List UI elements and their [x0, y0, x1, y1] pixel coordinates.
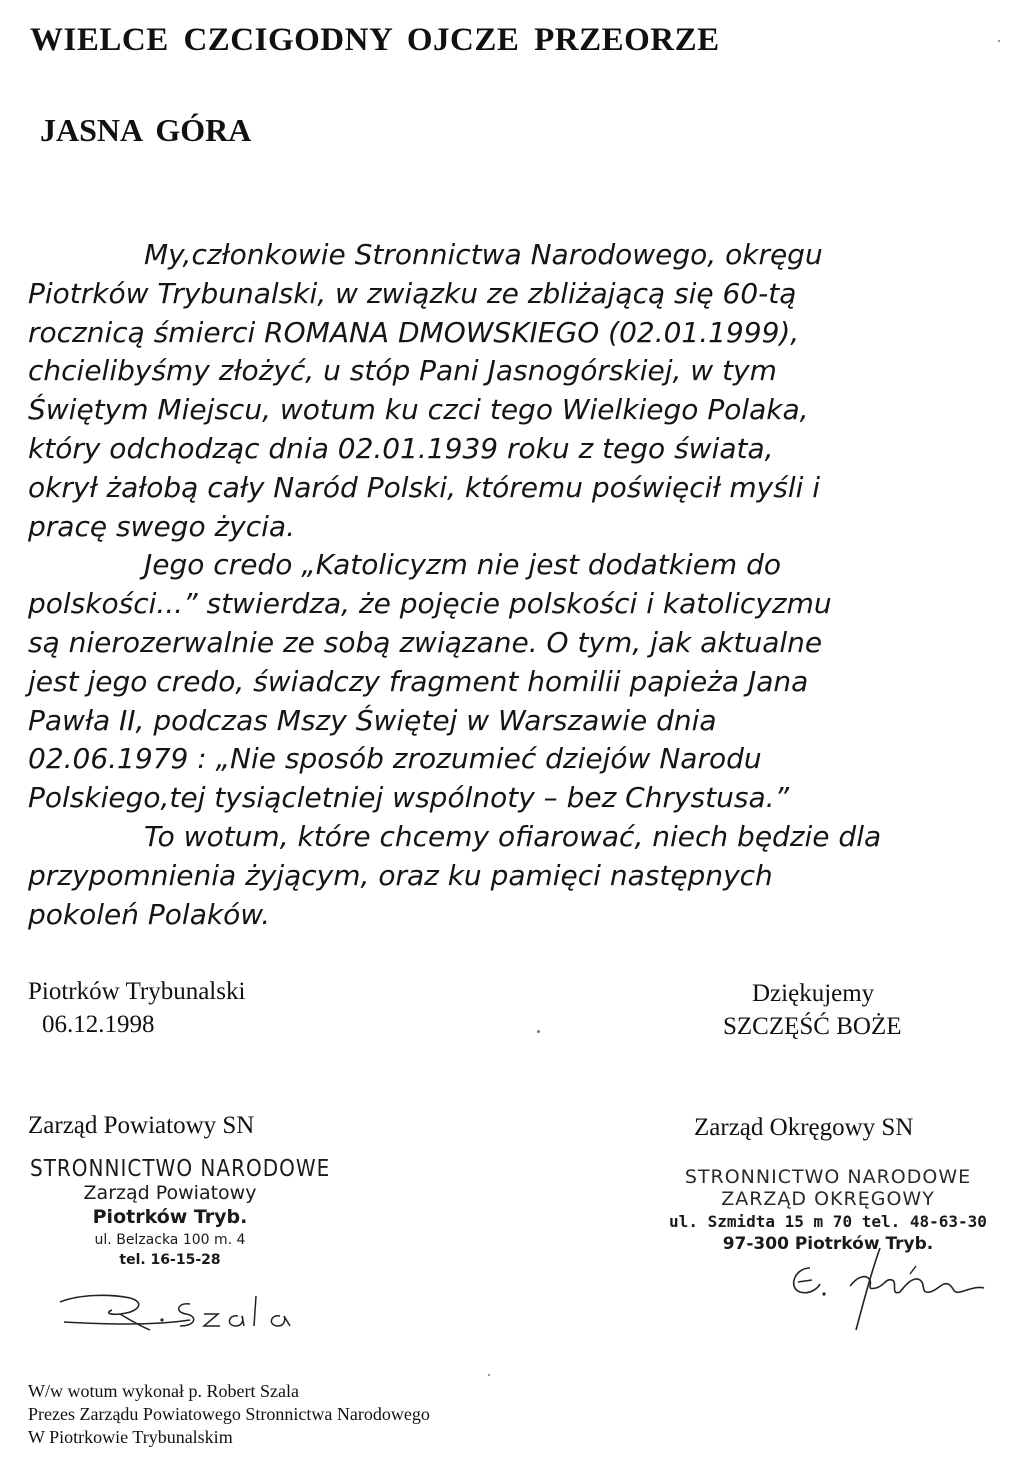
- scan-speck: [998, 40, 1000, 42]
- letter-line: Polskiego,tej tysiącletniej wspólnoty – bez Chrystusa.”: [28, 781, 790, 815]
- letter-line: Jego credo „Katolicyzm nie jest dodatkiem do: [144, 548, 781, 582]
- stamp-line: tel. 16-15-28: [119, 1252, 221, 1268]
- closing-city: Piotrków Trybunalski: [28, 978, 246, 1005]
- stamp-line: STRONNICTWO NARODOWE: [30, 1154, 331, 1182]
- salutation-heading: WIELCE CZCIGODNY OJCZE PRZEORZE: [30, 22, 720, 58]
- stamp-line: ul. Belzacka 100 m. 4: [94, 1232, 246, 1248]
- closing-blessing: SZCZĘŚĆ BOŻE: [723, 1013, 902, 1040]
- letter-line: Pawła II, podczas Mszy Świętej w Warszawie dnia: [28, 703, 717, 737]
- letter-line: Piotrków Trybunalski, w związku ze zbliżającą się 60-tą: [28, 276, 797, 310]
- stamp-line: Piotrków Tryb.: [92, 1206, 248, 1228]
- letter-line: To wotum, które chcemy ofiarować, niech będzie dla: [144, 819, 882, 853]
- scan-speck: [537, 1030, 540, 1033]
- left-signatory-title: Zarząd Powiatowy SN: [28, 1112, 255, 1139]
- stamp-line: ul. Szmidta 15 m 70 tel. 48-63-30: [669, 1212, 987, 1231]
- right-signature-image: [780, 1240, 1000, 1335]
- letter-line: przypomnienia żyjącym, oraz ku pamięci następnych: [28, 858, 773, 892]
- footnote-line: Prezes Zarządu Powiatowego Stronnictwa Narodowego: [28, 1404, 430, 1424]
- footnote-line: W Piotrkowie Trybunalskim: [28, 1427, 233, 1447]
- letter-line: pracę swego życia.: [28, 509, 295, 543]
- letter-line: pokoleń Polaków.: [28, 897, 271, 931]
- letter-line: są nierozerwalnie ze sobą związane. O tym, jak aktualne: [28, 625, 823, 659]
- stamp-line: 97-300 Piotrków Tryb.: [722, 1234, 934, 1254]
- letter-line: który odchodząc dnia 02.01.1939 roku z tego świata,: [28, 431, 774, 465]
- closing-date: 06.12.1998: [42, 1011, 155, 1038]
- left-stamp: [30, 1154, 331, 1268]
- stamp-line: Zarząd Powiatowy: [83, 1182, 257, 1204]
- letter-line: 02.06.1979 : „Nie sposób zrozumieć dziejów Narodu: [28, 742, 762, 776]
- letter-line: polskości...” stwierdza, że pojęcie polskości i katolicyzmu: [28, 587, 832, 621]
- left-signature-image: [50, 1280, 310, 1340]
- stamp-line: ZARZĄD OKRĘGOWY: [721, 1188, 935, 1210]
- footnote-line: W/w wotum wykonał p. Robert Szala: [28, 1381, 299, 1401]
- letter-line: rocznicą śmierci ROMANA DMOWSKIEGO (02.01.1999),: [28, 315, 800, 349]
- letter-line: okrył żałobą cały Naród Polski, któremu poświęcił myśli i: [28, 470, 821, 504]
- letter-line: My,członkowie Stronnictwa Narodowego, okręgu: [144, 238, 823, 271]
- letter-body: [28, 236, 1003, 934]
- footnote: [28, 1380, 430, 1449]
- letter-line: Świętym Miejscu, wotum ku czci tego Wielkiego Polaka,: [28, 393, 809, 427]
- scan-speck: [488, 1374, 490, 1376]
- letter-line: chcielibyśmy złożyć, u stóp Pani Jasnogórskiej, w tym: [28, 354, 777, 388]
- closing-thanks: Dziękujemy: [752, 980, 875, 1007]
- place-heading: JASNA GÓRA: [40, 112, 252, 148]
- right-signatory-title: Zarząd Okręgowy SN: [694, 1114, 914, 1141]
- stamp-line: STRONNICTWO NARODOWE: [684, 1166, 972, 1188]
- letter-line: jest jego credo, świadczy fragment homilii papieża Jana: [28, 664, 809, 698]
